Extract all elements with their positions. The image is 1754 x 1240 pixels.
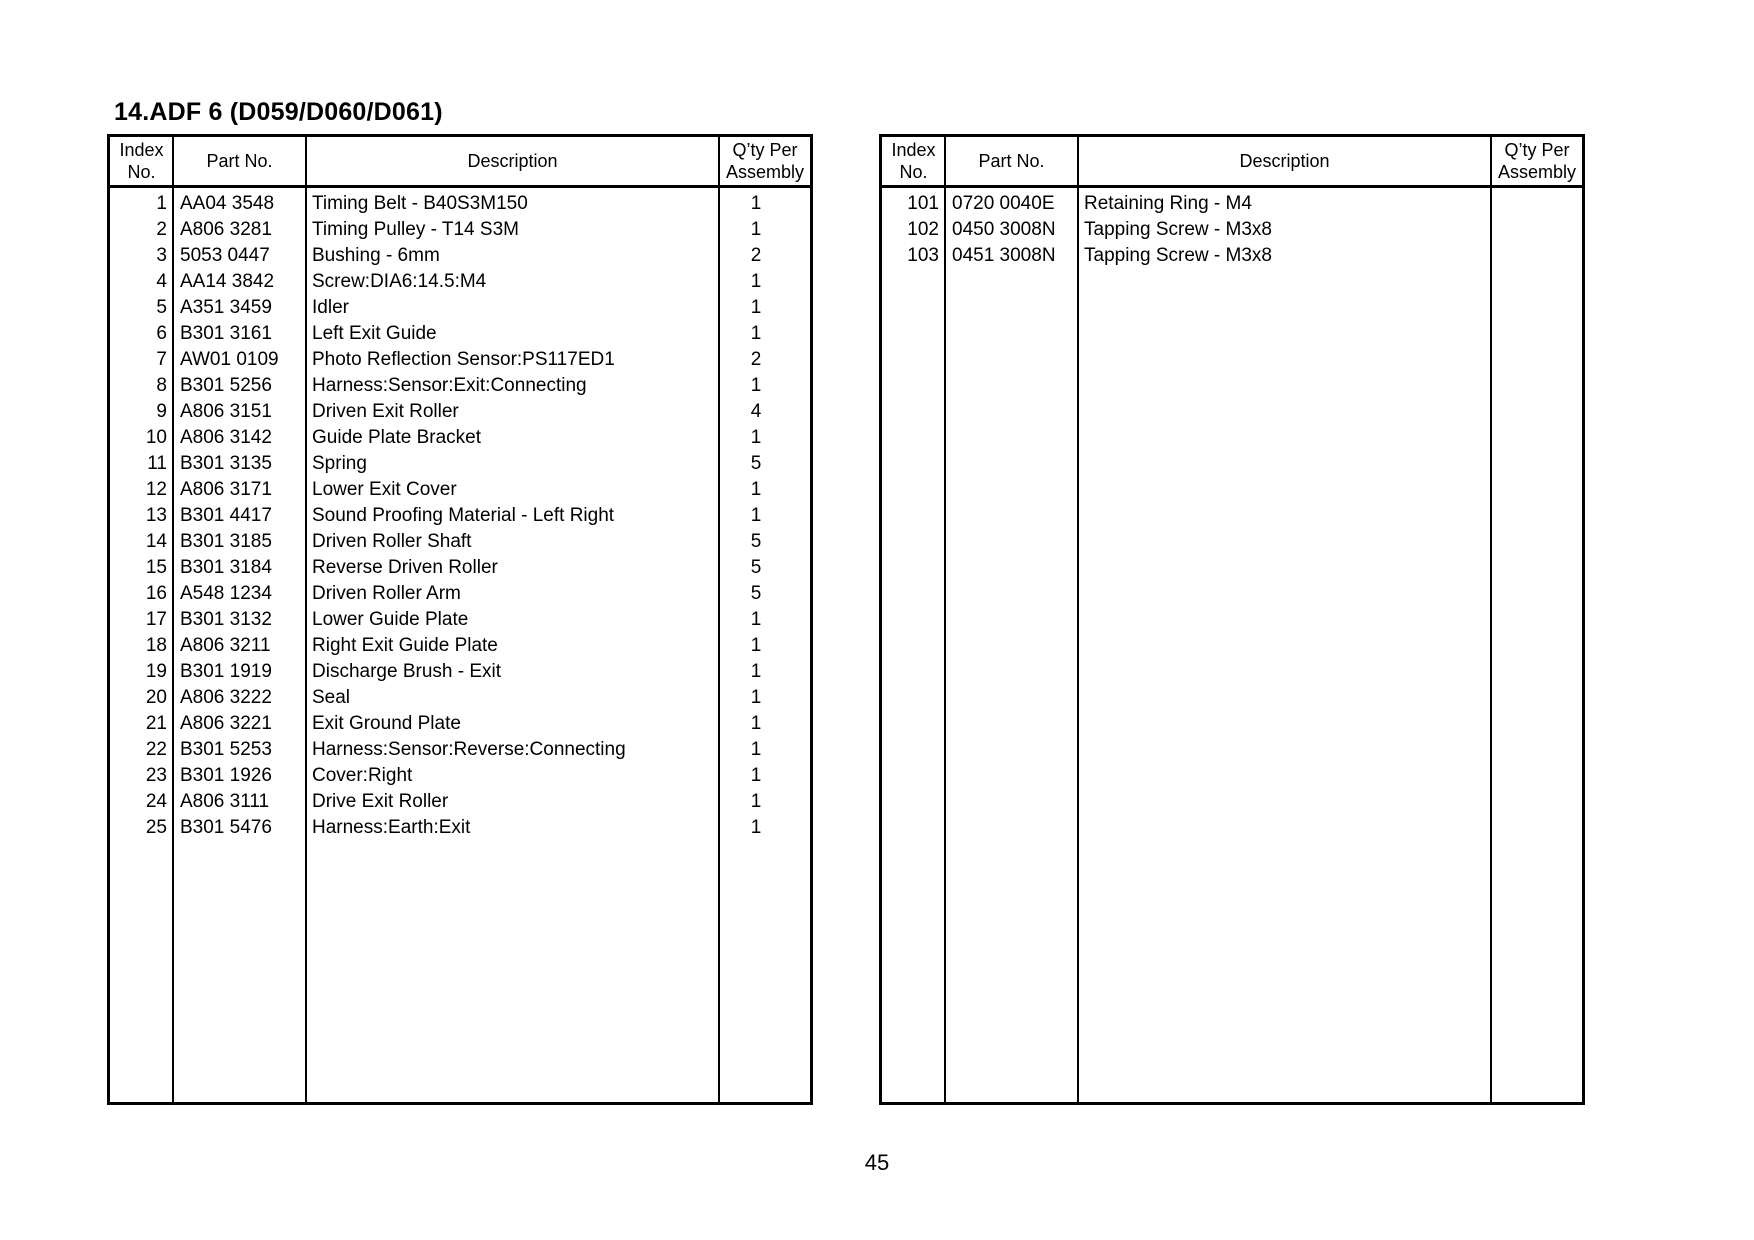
description-cell: Cover:Right [312, 765, 413, 786]
description-cell: Driven Roller Shaft [312, 531, 472, 552]
quantity-cell: 1 [750, 375, 762, 396]
index-cell: 5 [156, 297, 167, 318]
quantity-cell: 1 [750, 271, 762, 292]
table-row [110, 685, 810, 711]
table-row [110, 737, 810, 763]
table-row [110, 451, 810, 477]
page-number: 45 [864, 1150, 890, 1175]
quantity-cell: 4 [750, 401, 762, 422]
table-row [110, 269, 810, 295]
description-cell: Reverse Driven Roller [312, 557, 498, 578]
description-cell: Guide Plate Bracket [312, 427, 481, 448]
index-cell: 6 [156, 323, 167, 344]
quantity-cell: 1 [750, 817, 762, 838]
description-cell: Lower Exit Cover [312, 479, 457, 500]
part-number-cell: B301 3161 [180, 323, 272, 344]
description-cell: Discharge Brush - Exit [312, 661, 502, 682]
table-row [110, 659, 810, 685]
table-row [882, 217, 1582, 243]
index-cell: 19 [145, 661, 167, 682]
part-number-cell: A806 3151 [180, 401, 272, 422]
description-cell: Bushing - 6mm [312, 245, 440, 266]
header-qty: Q’ty Per Assembly [1497, 140, 1577, 182]
part-number-cell: A548 1234 [180, 583, 272, 604]
description-cell: Left Exit Guide [312, 323, 437, 344]
description-cell: Lower Guide Plate [312, 609, 469, 630]
table-row [110, 763, 810, 789]
description-cell: Harness:Sensor:Exit:Connecting [312, 375, 587, 396]
quantity-cell: 1 [750, 739, 762, 760]
table-row [110, 347, 810, 373]
table-row [882, 243, 1582, 269]
header-divider [882, 185, 1582, 188]
table-row [110, 815, 810, 841]
description-cell: Exit Ground Plate [312, 713, 461, 734]
part-number-cell: B301 5253 [180, 739, 272, 760]
part-number-cell: A806 3111 [180, 791, 270, 812]
table-row [110, 399, 810, 425]
index-cell: 103 [907, 245, 939, 266]
quantity-cell: 1 [750, 323, 762, 344]
quantity-cell: 1 [750, 193, 762, 214]
index-cell: 15 [145, 557, 167, 578]
part-number-cell: B301 3135 [180, 453, 272, 474]
description-cell: Idler [312, 297, 349, 318]
parts-rows-left [110, 191, 810, 841]
part-number-cell: B301 1919 [180, 661, 272, 682]
quantity-cell: 5 [750, 583, 762, 604]
description-cell: Timing Pulley - T14 S3M [312, 219, 519, 240]
quantity-cell: 1 [750, 713, 762, 734]
index-cell: 11 [147, 453, 167, 474]
index-cell: 10 [145, 427, 167, 448]
description-cell: Sound Proofing Material - Left Right [312, 505, 615, 526]
quantity-cell: 2 [750, 349, 762, 370]
index-cell: 16 [145, 583, 167, 604]
part-number-cell: B301 3132 [180, 609, 272, 630]
quantity-cell: 5 [750, 453, 762, 474]
part-number-cell: B301 3184 [180, 557, 272, 578]
index-cell: 101 [907, 193, 939, 214]
part-number-cell: A806 3211 [180, 635, 271, 656]
quantity-cell: 5 [750, 557, 762, 578]
part-number-cell: 0451 3008N [952, 245, 1056, 266]
table-row [110, 555, 810, 581]
table-row [110, 321, 810, 347]
quantity-cell: 1 [750, 505, 762, 526]
part-number-cell: A806 3221 [180, 713, 272, 734]
description-cell: Driven Roller Arm [312, 583, 461, 604]
header-part-no: Part No. [206, 151, 273, 171]
index-cell: 2 [156, 219, 167, 240]
quantity-cell: 1 [750, 791, 762, 812]
part-number-cell: B301 3185 [180, 531, 272, 552]
quantity-cell: 1 [750, 297, 762, 318]
description-cell: Right Exit Guide Plate [312, 635, 498, 656]
table-row [110, 425, 810, 451]
header-divider [110, 185, 810, 188]
quantity-cell: 1 [750, 765, 762, 786]
part-number-cell: A806 3281 [180, 219, 272, 240]
header-description: Description [1239, 151, 1330, 171]
index-cell: 1 [156, 193, 167, 214]
description-cell: Tapping Screw - M3x8 [1084, 245, 1272, 266]
part-number-cell: 0450 3008N [952, 219, 1056, 240]
parts-rows-right [882, 191, 1582, 269]
description-cell: Retaining Ring - M4 [1084, 193, 1252, 214]
header-qty: Q’ty Per Assembly [725, 140, 805, 182]
index-cell: 22 [145, 739, 167, 760]
quantity-cell: 1 [750, 661, 762, 682]
table-row [110, 607, 810, 633]
table-row [110, 373, 810, 399]
parts-table-right [879, 134, 1585, 1105]
part-number-cell: B301 5256 [180, 375, 272, 396]
description-cell: Screw:DIA6:14.5:M4 [312, 271, 487, 292]
description-cell: Spring [312, 453, 367, 474]
table-row [110, 503, 810, 529]
part-number-cell: A806 3171 [180, 479, 272, 500]
description-cell: Timing Belt - B40S3M150 [312, 193, 528, 214]
table-row [110, 295, 810, 321]
index-cell: 18 [145, 635, 167, 656]
index-cell: 25 [145, 817, 167, 838]
part-number-cell: B301 4417 [180, 505, 272, 526]
index-cell: 102 [907, 219, 939, 240]
parts-table-left [107, 134, 813, 1105]
quantity-cell: 5 [750, 531, 762, 552]
quantity-cell: 1 [750, 635, 762, 656]
index-cell: 12 [145, 479, 167, 500]
quantity-cell: 1 [750, 609, 762, 630]
table-row [110, 789, 810, 815]
index-cell: 13 [145, 505, 167, 526]
table-row [110, 217, 810, 243]
part-number-cell: B301 1926 [180, 765, 272, 786]
part-number-cell: A351 3459 [180, 297, 272, 318]
table-row [110, 581, 810, 607]
description-cell: Seal [312, 687, 351, 708]
quantity-cell: 1 [750, 427, 762, 448]
index-cell: 3 [156, 245, 167, 266]
header-part-no: Part No. [978, 151, 1045, 171]
description-cell: Harness:Sensor:Reverse:Connecting [312, 739, 626, 760]
index-cell: 14 [145, 531, 167, 552]
table-row [110, 711, 810, 737]
column-divider [1077, 137, 1079, 1102]
description-cell: Driven Exit Roller [312, 401, 459, 422]
header-description: Description [467, 151, 558, 171]
index-cell: 9 [156, 401, 167, 422]
index-cell: 23 [145, 765, 167, 786]
quantity-cell: 1 [750, 687, 762, 708]
table-row [110, 633, 810, 659]
index-cell: 20 [145, 687, 167, 708]
quantity-cell: 1 [750, 219, 762, 240]
column-divider [1490, 137, 1492, 1102]
table-row [882, 191, 1582, 217]
description-cell: Harness:Earth:Exit [312, 817, 471, 838]
part-number-cell: A806 3142 [180, 427, 272, 448]
quantity-cell: 1 [750, 479, 762, 500]
part-number-cell: AA14 3842 [180, 271, 275, 292]
description-cell: Drive Exit Roller [312, 791, 449, 812]
part-number-cell: 0720 0040E [952, 193, 1055, 214]
description-cell: Tapping Screw - M3x8 [1084, 219, 1272, 240]
header-index: Index No. [119, 140, 164, 182]
part-number-cell: B301 5476 [180, 817, 272, 838]
table-row [110, 243, 810, 269]
page-title: 14.ADF 6 (D059/D060/D061) [114, 98, 443, 126]
part-number-cell: 5053 0447 [180, 245, 270, 266]
header-index: Index No. [891, 140, 936, 182]
index-cell: 17 [145, 609, 167, 630]
part-number-cell: A806 3222 [180, 687, 272, 708]
part-number-cell: AA04 3548 [180, 193, 275, 214]
index-cell: 21 [145, 713, 167, 734]
column-divider [944, 137, 946, 1102]
index-cell: 8 [156, 375, 167, 396]
description-cell: Photo Reflection Sensor:PS117ED1 [312, 349, 615, 370]
index-cell: 7 [156, 349, 167, 370]
index-cell: 24 [145, 791, 167, 812]
table-row [110, 529, 810, 555]
table-row [110, 191, 810, 217]
quantity-cell: 2 [750, 245, 762, 266]
part-number-cell: AW01 0109 [180, 349, 279, 370]
table-row [110, 477, 810, 503]
index-cell: 4 [156, 271, 167, 292]
